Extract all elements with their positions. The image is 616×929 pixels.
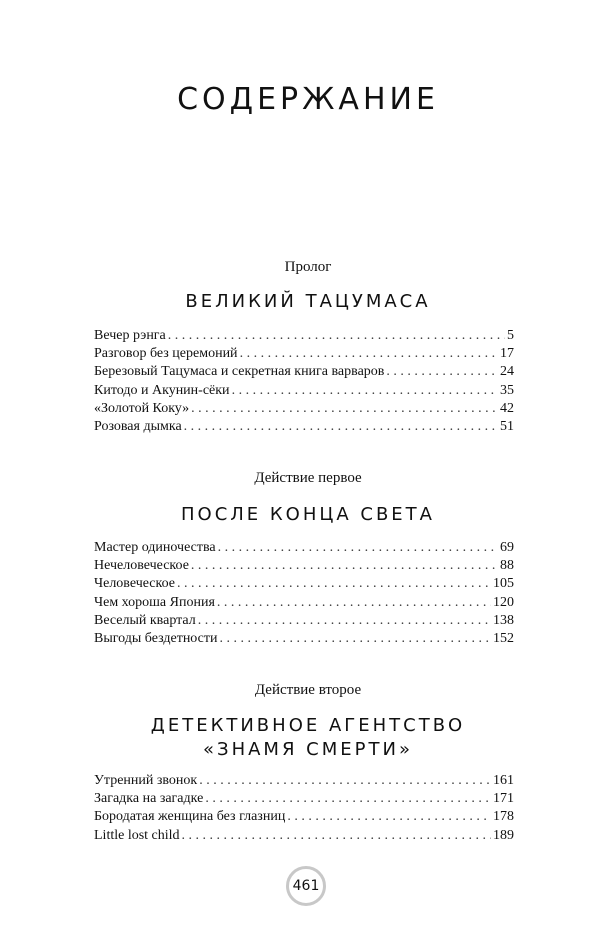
leader-dots — [198, 612, 491, 630]
page-number: 461 — [286, 866, 326, 906]
entry-title: Нечеловеческое — [94, 558, 189, 574]
entry-page: 69 — [500, 540, 514, 555]
entry-page: 51 — [500, 418, 514, 434]
toc-entry[interactable] — [94, 827, 514, 845]
toc-entry[interactable] — [94, 539, 514, 557]
entry-page: 35 — [500, 382, 514, 398]
leader-dots — [199, 772, 491, 790]
entry-title: Бородатая женщина без глазниц — [94, 809, 286, 825]
part-title: ПОСЛЕ КОНЦА СВЕТА — [181, 504, 435, 525]
toc-list — [94, 327, 514, 436]
toc-entry[interactable] — [94, 557, 514, 575]
leader-dots — [168, 327, 505, 345]
leader-dots — [177, 575, 491, 593]
entry-page: 120 — [493, 594, 514, 610]
leader-dots — [182, 827, 491, 845]
leader-dots — [217, 594, 491, 612]
part-label: Действие первое — [254, 470, 362, 486]
entry-title: Загадка на загадке — [94, 791, 204, 807]
entry-page: 105 — [493, 576, 514, 592]
leader-dots — [240, 345, 498, 363]
leader-dots — [191, 400, 498, 418]
toc-entry[interactable] — [94, 594, 514, 612]
toc-list — [94, 772, 514, 845]
entry-title: «Золотой Коку» — [94, 400, 190, 416]
entry-title: Веселый квартал — [94, 612, 196, 628]
entry-page: 5 — [507, 328, 514, 343]
entry-page: 42 — [500, 400, 514, 416]
entry-title: Мастер одиночества — [94, 540, 216, 555]
part-title: ВЕЛИКИЙ ТАЦУМАСА — [185, 291, 431, 312]
toc-entry[interactable] — [94, 418, 514, 436]
toc-entry[interactable] — [94, 612, 514, 630]
leader-dots — [232, 382, 498, 400]
entry-page: 178 — [493, 809, 514, 825]
toc-entry[interactable] — [94, 808, 514, 826]
entry-page: 24 — [500, 364, 514, 380]
entry-title: Выгоды бездетности — [94, 630, 218, 646]
entry-title: Человеческое — [94, 576, 175, 592]
part-label: Пролог — [284, 259, 332, 275]
entry-page: 138 — [493, 612, 514, 628]
toc-entry[interactable] — [94, 363, 514, 381]
leader-dots — [287, 808, 491, 826]
leader-dots — [218, 539, 498, 557]
leader-dots — [184, 418, 498, 436]
entry-title: Березовый Тацумаса и секретная книга варваров — [94, 364, 385, 380]
toc-entry[interactable] — [94, 575, 514, 593]
entry-title: Вечер рэнга — [94, 328, 166, 343]
entry-page: 88 — [500, 558, 514, 574]
leader-dots — [205, 790, 491, 808]
leader-dots — [386, 363, 498, 381]
entry-page: 171 — [493, 791, 514, 807]
entry-title: Утренний звонок — [94, 773, 198, 788]
entry-page: 17 — [500, 346, 514, 362]
toc-entry[interactable] — [94, 790, 514, 808]
entry-title: Розовая дымка — [94, 418, 182, 434]
toc-entry[interactable] — [94, 382, 514, 400]
toc-list — [94, 539, 514, 648]
toc-entry[interactable] — [94, 327, 514, 345]
entry-title: Разговор без церемоний — [94, 346, 238, 362]
entry-title: Чем хороша Япония — [94, 594, 215, 610]
part-title: ДЕТЕКТИВНОЕ АГЕНТСТВО — [150, 715, 466, 736]
toc-entry[interactable] — [94, 400, 514, 418]
toc-entry[interactable] — [94, 630, 514, 648]
part-title: «ЗНАМЯ СМЕРТИ» — [203, 739, 413, 760]
page-title: СОДЕРЖАНИЕ — [177, 82, 439, 117]
leader-dots — [219, 630, 491, 648]
toc-entry[interactable] — [94, 772, 514, 790]
entry-page: 189 — [493, 827, 514, 843]
leader-dots — [191, 557, 498, 575]
entry-title: Little lost child — [94, 827, 180, 843]
entry-page: 152 — [493, 630, 514, 646]
entry-page: 161 — [493, 773, 514, 788]
part-label: Действие второе — [254, 682, 362, 698]
toc-entry[interactable] — [94, 345, 514, 363]
entry-title: Китодо и Акунин-сёки — [94, 382, 230, 398]
